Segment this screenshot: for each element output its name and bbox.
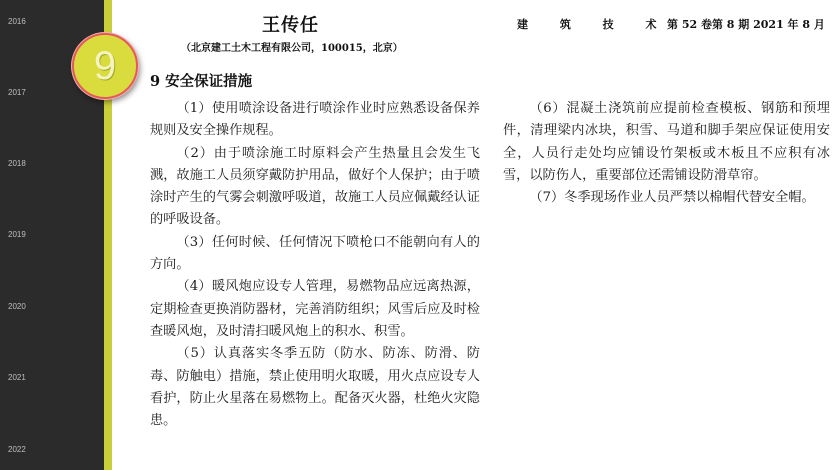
- timeline-year: 2017: [8, 88, 26, 97]
- header-journal: 建 筑 技 术: [517, 18, 671, 31]
- badge-number: 9: [93, 44, 117, 88]
- left-column: [150, 98, 480, 432]
- right-column: [503, 98, 830, 209]
- timeline-year: 2020: [8, 302, 26, 311]
- paragraph: （7）冬季现场作业人员严禁以棉帽代替安全帽。: [529, 190, 815, 206]
- timeline-year: 2022: [8, 445, 26, 454]
- timeline-year: 2018: [8, 159, 26, 168]
- header-affiliation: （北京建工土木工程有限公司，100015，北京）: [181, 43, 403, 54]
- header-issue: 第 52 卷第 8 期 2021 年 8 月: [667, 18, 825, 31]
- section-title: 9 安全保证措施: [150, 73, 253, 90]
- paragraph: （6）混凝土浇筑前应提前检查模板、钢筋和预埋件，清理梁内冰块，积雪、马道和脚手架应保证使用安全，人员行走处均应铺设竹架板或木板且不应积有冰雪，以防伤人，重要部位还需铺设防滑草帘。: [503, 101, 830, 183]
- paragraph: （4）暖风炮应设专人管理，易燃物品应远离热源，定期检查更换消防器材，完善消防组织；风雪后应及时检查暖风炮，及时清扫暖风炮上的积水、积雪。: [150, 279, 480, 339]
- timeline-year: 2016: [8, 17, 26, 26]
- timeline-year: 2019: [8, 230, 26, 239]
- paragraph: （2）由于喷涂施工时原料会产生热量且会发生飞溅，故施工人员须穿戴防护用品，做好个人保护；由于喷涂时产生的气雾会刺激呼吸道，故施工人员应佩戴经认证的呼吸设备。: [150, 145, 480, 228]
- paragraph: （1）使用喷涂设备进行喷涂作业时应熟悉设备保养规则及安全操作规程。: [150, 101, 480, 139]
- section-number-badge: [72, 33, 138, 99]
- header-author: 王传任: [262, 15, 319, 36]
- paragraph: （3）任何时候、任何情况下喷枪口不能朝向有人的方向。: [150, 234, 480, 273]
- timeline-year: 2021: [8, 373, 26, 382]
- paragraph: （5）认真落实冬季五防（防水、防冻、防滑、防毒、防触电）措施，禁止使用明火取暖，用火点应设专人看护，防止火星落在易燃物上。配备灭火器，杜绝火灾隐患。: [150, 346, 480, 429]
